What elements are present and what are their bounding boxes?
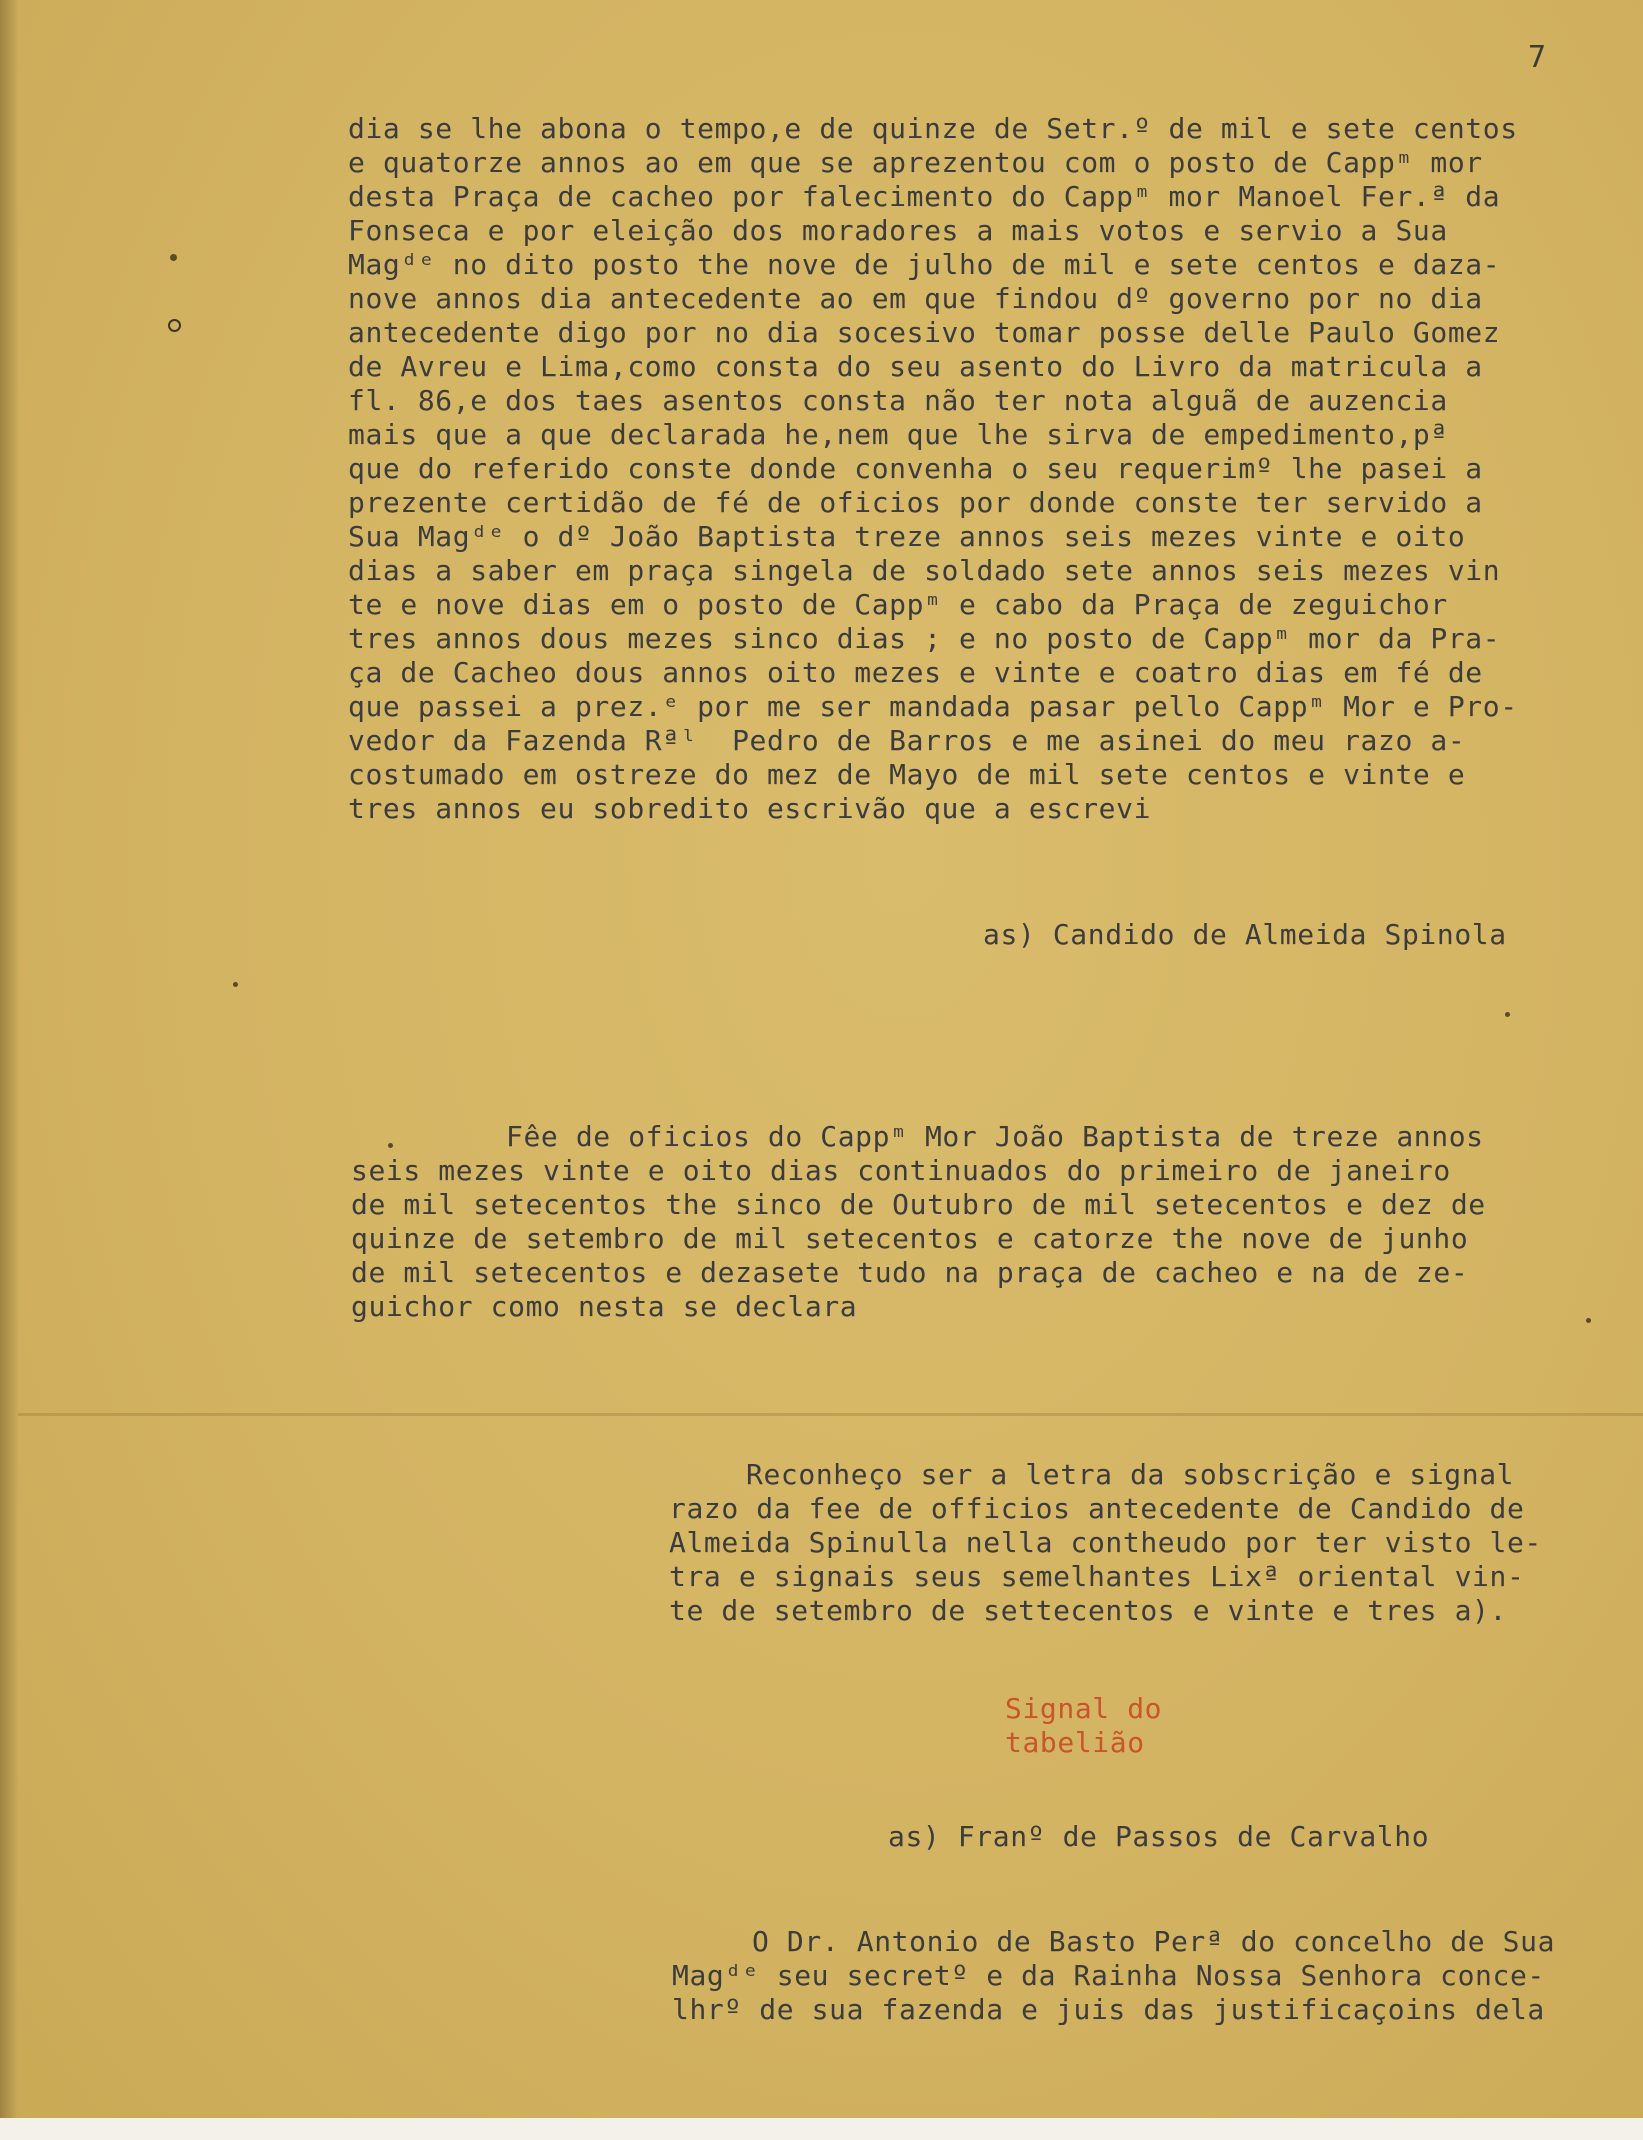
seal-note-line: tabelião [1005,1726,1145,1759]
text-line: lhrº de sua fazenda e juis das justificaçoins dela [672,1993,1545,2026]
text-line: que do referido conste donde convenha o seu requerimº lhe pasei a [348,452,1483,485]
text-line: O Dr. Antonio de Basto Perª do concelho de Sua [752,1925,1556,1958]
text-line: dias a saber em praça singela de soldado sete annos seis mezes vin [348,554,1501,587]
text-line: Almeida Spinulla nella contheudo por ter visto le- [669,1526,1542,1559]
punch-hole [168,319,181,332]
text-line: que passei a prez.ᵉ por me ser mandada pasar pello Cappᵐ Mor e Pro- [348,690,1518,723]
signature-candido: as) Candido de Almeida Spinola [983,918,1507,951]
text-line: Magᵈᵉ no dito posto the nove de julho de mil e sete centos e daza- [348,248,1501,281]
text-line: Reconheço ser a letra da sobscrição e signal [746,1458,1515,1491]
ink-speck [170,254,177,261]
text-line: guichor como nesta se declara [351,1290,858,1323]
text-line: dia se lhe abona o tempo,e de quinze de Setr.º de mil e sete centos [348,112,1518,145]
text-line: antecedente digo por no dia socesivo tomar posse delle Paulo Gomez [348,316,1501,349]
ink-speck [1505,1012,1510,1017]
text-line: e quatorze annos ao em que se aprezentou com o posto de Cappᵐ mor [348,146,1483,179]
text-line: prezente certidão de fé de oficios por donde conste ter servido a [348,486,1483,519]
text-line: te de setembro de settecentos e vinte e tres a). [669,1594,1507,1627]
ink-speck [233,982,238,987]
signature-francisco: as) Franº de Passos de Carvalho [888,1820,1430,1853]
text-line: seis mezes vinte e oito dias continuados do primeiro de janeiro [351,1154,1451,1187]
text-line: razo da fee de officios antecedente de Candido de [669,1492,1525,1525]
text-line: tra e signais seus semelhantes Lixª oriental vin- [669,1560,1525,1593]
text-line: Sua Magᵈᵉ o dº João Baptista treze annos seis mezes vinte e oito [348,520,1466,553]
text-line: de mil setecentos e dezasete tudo na praça de cacheo e na de ze- [351,1256,1469,1289]
ink-speck [388,1143,393,1148]
page-bottom-margin [0,2118,1643,2140]
text-line: Magᵈᵉ seu secretº e da Rainha Nossa Senhora conce- [672,1959,1545,1992]
page-left-edge [0,0,18,2140]
text-line: nove annos dia antecedente ao em que findou dº governo por no dia [348,282,1483,315]
text-line: quinze de setembro de mil setecentos e catorze the nove de junho [351,1222,1469,1255]
text-line: mais que a que declarada he,nem que lhe sirva de empedimento,pª [348,418,1448,451]
page-fold-line [18,1413,1643,1416]
text-line: vedor da Fazenda Rªˡ Pedro de Barros e me asinei do meu razo a- [348,724,1466,757]
text-line: Fonseca e por eleição dos moradores a mais votos e servio a Sua [348,214,1448,247]
text-line: tres annos dous mezes sinco dias ; e no posto de Cappᵐ mor da Pra- [348,622,1501,655]
seal-note-line: Signal do [1005,1692,1163,1725]
text-line: tres annos eu sobredito escrivão que a escrevi [348,792,1152,825]
text-line: fl. 86,e dos taes asentos consta não ter nota alguã de auzencia [348,384,1448,417]
text-line: Fêe de oficios do Cappᵐ Mor João Baptista de treze annos [506,1120,1484,1153]
text-line: ça de Cacheo dous annos oito mezes e vinte e coatro dias em fé de [348,656,1483,689]
text-line: desta Praça de cacheo por falecimento do Cappᵐ mor Manoel Fer.ª da [348,180,1501,213]
ink-speck [1586,1318,1591,1323]
text-line: costumado em ostreze do mez de Mayo de mil sete centos e vinte e [348,758,1466,791]
text-line: te e nove dias em o posto de Cappᵐ e cabo da Praça de zeguichor [348,588,1448,621]
text-line: de mil setecentos the sinco de Outubro de mil setecentos e dez de [351,1188,1486,1221]
text-line: de Avreu e Lima,como consta do seu asento do Livro da matricula a [348,350,1483,383]
page-number: 7 [1528,40,1547,75]
